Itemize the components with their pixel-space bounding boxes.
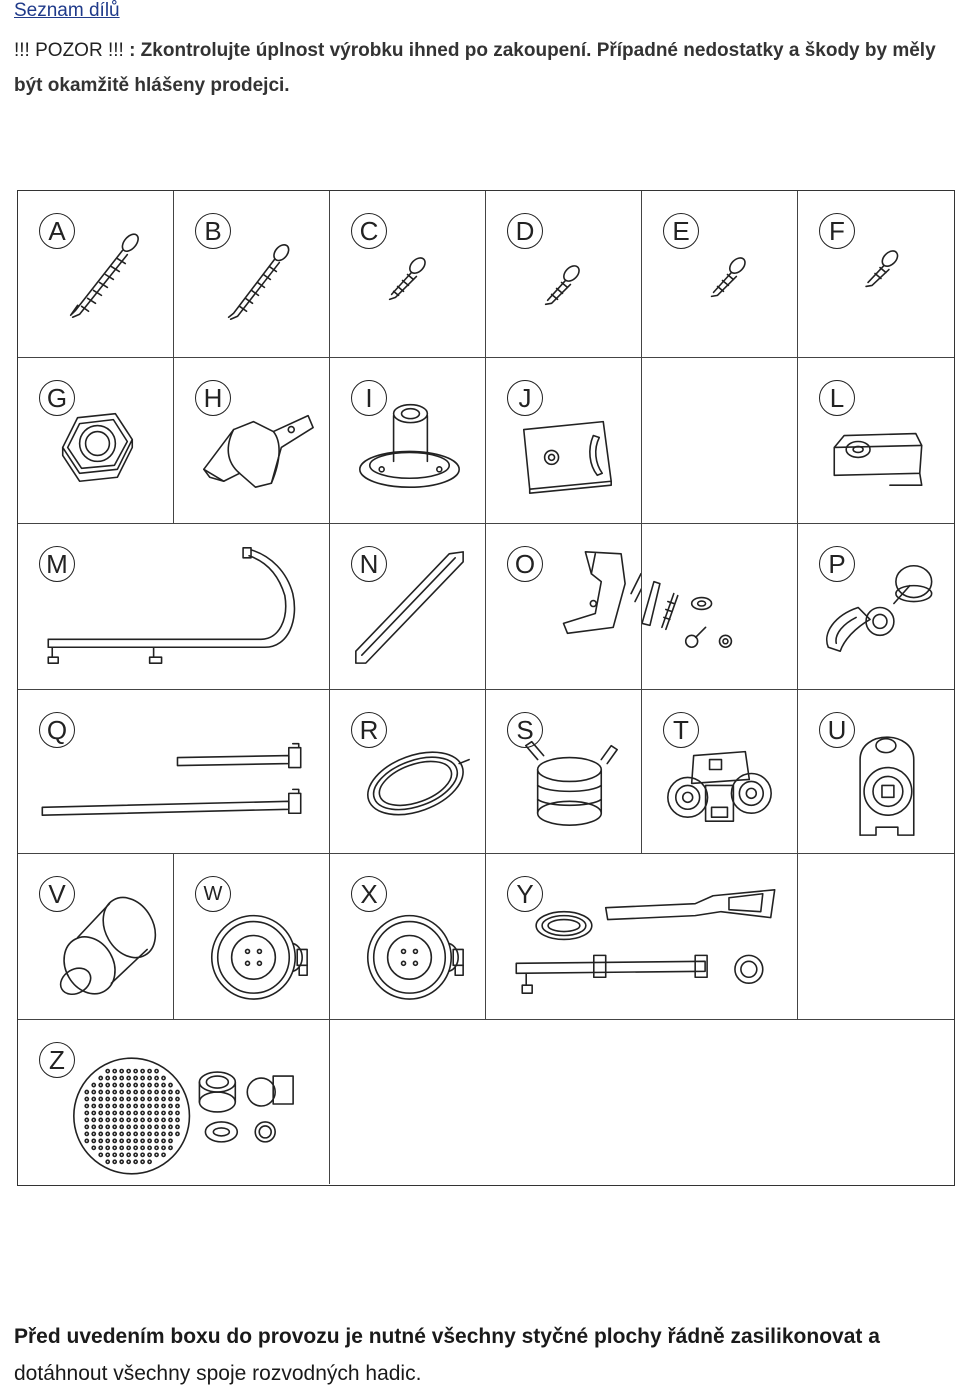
ring-clamp-icon — [486, 690, 641, 853]
roller-assembly-icon — [642, 690, 797, 853]
flange-mount-icon — [330, 358, 485, 523]
part-cell-j — [486, 358, 642, 524]
part-cell-o-extra — [642, 524, 798, 690]
part-cell-e — [642, 191, 798, 358]
part-cell-p — [798, 524, 954, 690]
handset-holder-icon — [798, 524, 954, 689]
part-letter-m: M — [39, 546, 75, 582]
part-cell-empty-k — [642, 358, 798, 524]
block-holder-icon — [798, 358, 954, 523]
part-cell-y — [486, 854, 798, 1020]
part-cell-q — [18, 690, 330, 854]
screw-anchor-set-icon — [642, 524, 797, 689]
part-letter-b: B — [195, 213, 231, 249]
knob-icon — [18, 854, 173, 1019]
shower-arm-icon — [18, 524, 329, 689]
part-cell-c — [330, 191, 486, 358]
footer-bold-text: Před uvedením boxu do provozu je nutné všechny styčné plochy řádně zasilikonovat a — [14, 1325, 880, 1348]
page-title: Seznam dílů — [14, 0, 120, 21]
short-screw-icon — [486, 191, 641, 357]
warning-text: : Zkontrolujte úplnost výrobku ihned po zakoupení. Případné nedostatky a škody by měly být okamžitě hlášeny prodejci. — [14, 40, 936, 96]
part-cell-z — [18, 1020, 330, 1184]
part-cell-b — [174, 191, 330, 358]
part-letter-u: U — [819, 712, 855, 748]
part-cell-o — [486, 524, 642, 690]
part-letter-r: R — [351, 712, 387, 748]
part-cell-v — [18, 854, 174, 1020]
bracket-plate-icon — [486, 358, 641, 523]
hex-nut-icon — [18, 358, 173, 523]
hand-shower-set-icon — [486, 854, 797, 1019]
part-letter-n: N — [351, 546, 387, 582]
part-letter-f: F — [819, 213, 855, 249]
part-cell-t — [642, 690, 798, 854]
part-letter-z: Z — [39, 1042, 75, 1078]
part-cell-x — [330, 854, 486, 1020]
part-cell-a — [18, 191, 174, 358]
flat-key-icon — [330, 524, 485, 689]
part-cell-l — [798, 358, 954, 524]
part-letter-g: G — [39, 380, 75, 416]
empty-area — [330, 1020, 954, 1184]
part-letter-i: I — [351, 380, 387, 416]
side-nozzle-icon — [330, 854, 485, 1019]
short-screw-icon — [798, 191, 954, 357]
part-letter-l: L — [819, 380, 855, 416]
part-cell-h — [174, 358, 330, 524]
part-letter-x: X — [351, 876, 387, 912]
short-screw-icon — [642, 191, 797, 357]
rain-shower-head-icon — [18, 1020, 329, 1184]
part-letter-w: W — [195, 876, 231, 912]
warning-paragraph — [14, 33, 944, 103]
part-letter-v: V — [39, 876, 75, 912]
footer-normal-text: dotáhnout všechny spoje rozvodných hadic. — [14, 1362, 422, 1385]
long-screw-icon — [18, 191, 173, 357]
warning-lead: !!! POZOR !!! — [14, 40, 130, 61]
short-screw-icon — [330, 191, 485, 357]
part-cell-f — [798, 191, 954, 358]
pipe-clamp-icon — [174, 358, 329, 523]
part-letter-p: P — [819, 546, 855, 582]
part-cell-n — [330, 524, 486, 690]
part-letter-d: D — [507, 213, 543, 249]
part-letter-c: C — [351, 213, 387, 249]
long-screw-icon — [174, 191, 329, 357]
part-letter-y: Y — [507, 876, 543, 912]
side-nozzle-icon — [174, 854, 329, 1019]
single-roller-icon — [798, 690, 954, 853]
part-letter-t: T — [663, 712, 699, 748]
part-letter-j: J — [507, 380, 543, 416]
part-cell-u — [798, 690, 954, 854]
part-letter-e: E — [663, 213, 699, 249]
part-cell-m — [18, 524, 330, 690]
part-cell-empty-row5 — [798, 854, 954, 1020]
part-letter-h: H — [195, 380, 231, 416]
parts-grid — [17, 190, 955, 1186]
part-letter-o: O — [507, 546, 543, 582]
part-cell-w — [174, 854, 330, 1020]
part-letter-s: S — [507, 712, 543, 748]
part-cell-s — [486, 690, 642, 854]
part-letter-a: A — [39, 213, 75, 249]
footer-note — [14, 1318, 954, 1392]
part-cell-r — [330, 690, 486, 854]
pipe-pair-icon — [18, 690, 329, 853]
part-letter-q: Q — [39, 712, 75, 748]
part-cell-d — [486, 191, 642, 358]
wall-bracket-kit-icon — [486, 524, 641, 689]
coiled-tube-icon — [330, 690, 485, 853]
part-cell-i — [330, 358, 486, 524]
part-cell-g — [18, 358, 174, 524]
